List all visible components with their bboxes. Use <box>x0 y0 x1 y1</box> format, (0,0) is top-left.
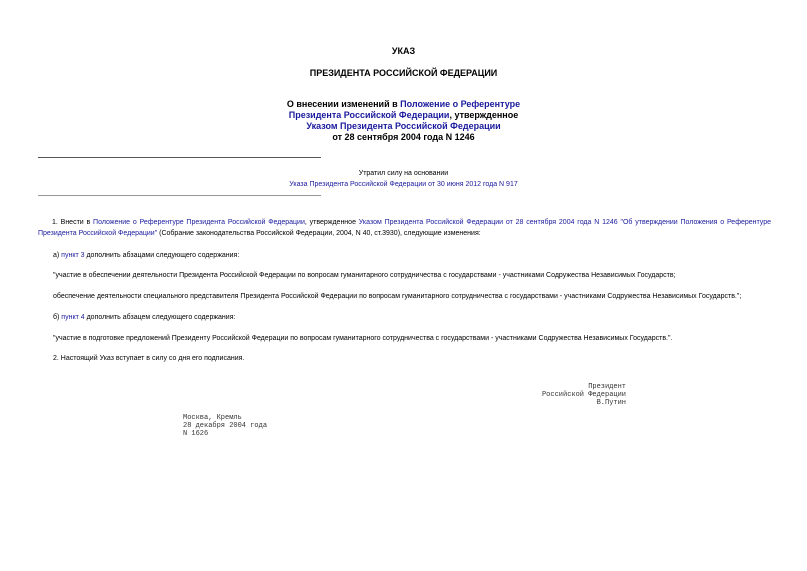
link-decree[interactable]: Указом Президента Российской Федерации от 28 сентября 2004 года N 1246 "Об утверждении Положения о Референтуре Президента Российской Федерации" <box>38 219 771 237</box>
title-text: О внесении изменений в <box>286 99 401 109</box>
link-point-4[interactable]: пункт 4 <box>61 314 85 321</box>
paragraph-text: дополнить абзацами следующего содержания: <box>84 252 240 259</box>
signature-title: Российской Федерации <box>541 391 626 399</box>
status-text: Утратил силу на основании <box>358 170 449 177</box>
place: Москва, Кремль <box>183 414 242 422</box>
document-title <box>0 99 807 143</box>
decree-number: N 1626 <box>183 430 209 438</box>
subparagraph-a <box>53 250 771 261</box>
signature-name: В.Путин <box>596 399 626 407</box>
title-link-regulation-2[interactable]: Президента Российской Федерации <box>288 110 450 120</box>
paragraph-text: , утвержденное <box>304 219 359 226</box>
paragraph-text: б) <box>53 314 62 321</box>
paragraph-1 <box>38 217 771 239</box>
divider <box>38 157 321 158</box>
status-basis <box>0 181 807 188</box>
document-type: УКАЗ <box>391 46 416 56</box>
link-point-3[interactable]: пункт 3 <box>61 252 85 259</box>
status-basis-link[interactable]: Указа Президента Российской Федерации от 30 июня 2012 года N 917 <box>289 181 518 188</box>
place-date-block <box>183 414 267 438</box>
signature-title: Президент <box>588 383 626 391</box>
divider <box>38 195 321 196</box>
subparagraph-b <box>53 312 771 323</box>
title-link-decree[interactable]: Указом Президента Российской Федерации <box>306 121 501 131</box>
title-link-regulation[interactable]: Положение о Референтуре <box>400 99 521 109</box>
link-regulation[interactable]: Положение о Референтуре Президента Российской Федерации <box>93 219 305 226</box>
quote-1: "участие в обеспечении деятельности Президента Российской Федерации по вопросам гуманитарного сотрудничества с государствами - участниками Содружества Независимых Государств; <box>53 272 676 279</box>
title-date: от 28 сентября 2004 года N 1246 <box>332 132 475 142</box>
paragraph-text: (Собрание законодательства Российской Федерации, 2004, N 40, ст.3930), следующие изменения: <box>157 230 481 237</box>
quote-3: "участие в подготовке предложений Президенту Российской Федерации по вопросам гуманитарного сотрудничества с государствами - участниками Содружества Независимых Государств.". <box>53 335 673 342</box>
quote-2: обеспечение деятельности специального представителя Президента Российской Федерации по вопросам гуманитарного сотрудничества с государствами - участниками Содружества Независимых Государств."; <box>53 293 742 300</box>
title-text: , утвержденное <box>449 110 519 120</box>
paragraph-text: дополнить абзацем следующего содержания: <box>84 314 236 321</box>
issuer: ПРЕЗИДЕНТА РОССИЙСКОЙ ФЕДЕРАЦИИ <box>309 68 498 78</box>
paragraph-text: 1. Внести в <box>52 219 94 226</box>
paragraph-text: а) <box>53 252 62 259</box>
signature-block <box>540 383 626 407</box>
paragraph-2: 2. Настоящий Указ вступает в силу со дня его подписания. <box>53 355 245 362</box>
date: 28 декабря 2004 года <box>183 422 268 430</box>
